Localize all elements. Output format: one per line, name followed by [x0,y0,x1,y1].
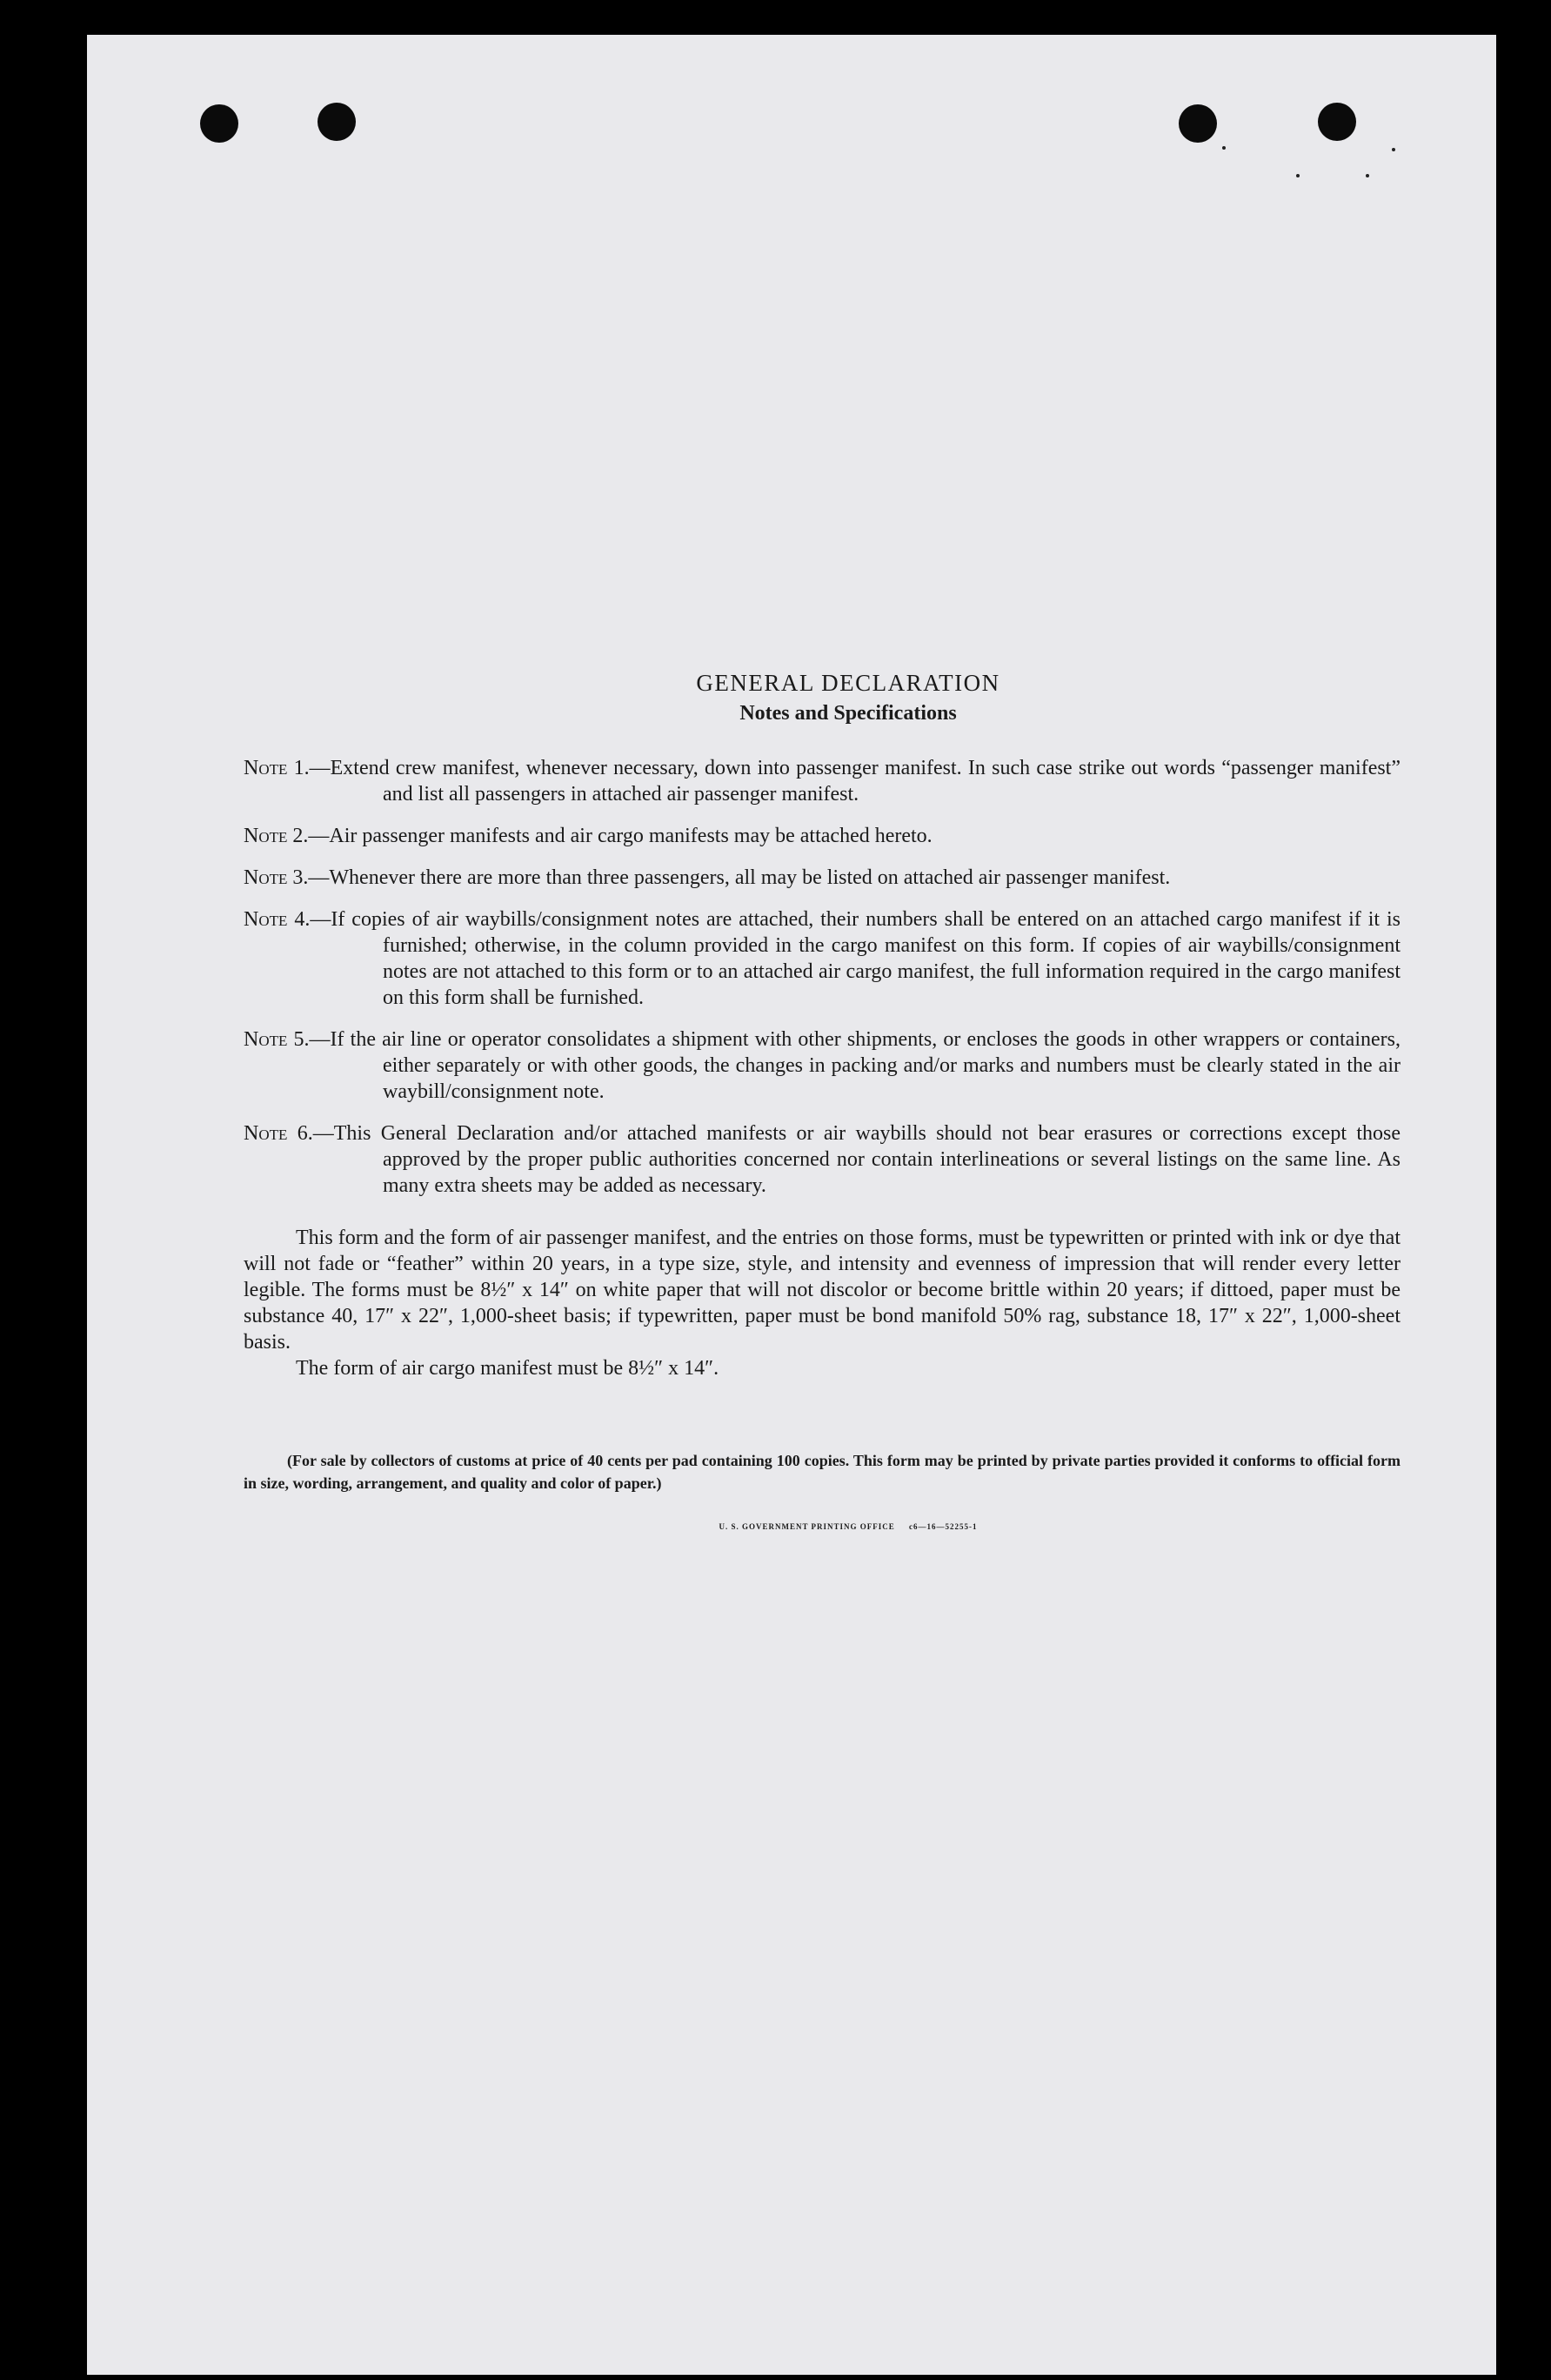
document-page [87,35,1496,2375]
note-label: Note [244,825,288,847]
note-label: Note [244,1028,288,1051]
note-number: 1. [293,757,310,779]
note-text: —Whenever there are more than three passengers, all may be listed on attached air passenger manifest. [308,866,1171,889]
note-text: —If the air line or operator consolidates a shipment with other shipments, or encloses the goods in other wrappers or containers, either separately or with other goods, the changes in packing and/or marks and numbers must be clearly stated in the air waybill/consignment note. [309,1028,1401,1103]
speck [1392,148,1395,151]
punch-hole-left-2 [318,103,356,141]
printer-imprint: U. S. GOVERNMENT PRINTING OFFICE c6—16—52255-1 [719,1522,978,1531]
speck [1366,174,1369,177]
speck [1296,174,1300,177]
note-number: 3. [292,866,309,889]
note-text: —Air passenger manifests and air cargo manifests may be attached hereto. [308,825,933,847]
note-6 [244,1120,1401,1199]
note-5 [244,1026,1401,1105]
sale-notice: (For sale by collectors of customs at price of 40 cents per pad containing 100 copies. This form may be printed by private parties provided it conforms to official form in size, wording, arrangement, and quality and color of paper.) [244,1452,1401,1492]
note-label: Note [244,757,288,779]
note-label: Note [244,1122,288,1145]
note-label: Note [244,866,288,889]
note-1 [244,755,1401,807]
note-label: Note [244,908,288,931]
note-text: —This General Declaration and/or attached manifests or air waybills should not bear erasures or corrections except those approved by the proper public authorities concerned nor contain interlineations or several listings on the same line. As many extra sheets may be added as necessary. [312,1122,1401,1197]
punch-hole-right-1 [1179,104,1217,143]
note-text: —Extend crew manifest, whenever necessary, down into passenger manifest. In such case strike out words “passenger manifest” and list all passengers in attached air passenger manifest. [309,757,1401,806]
note-3 [244,865,1401,891]
note-number: 2. [292,825,309,847]
form-specification-paragraph: This form and the form of air passenger manifest, and the entries on those forms, must be typewritten or printed with ink or dye that will not fade or “feather” within 20 years, in a type size, style, and intensity and evenness of impression that will render every letter legible. The forms must be 8½″ x 14″ on white paper that will not discolor or become brittle within 20 years; if dittoed, paper must be substance 40, 17″ x 22″, 1,000-sheet basis; if typewritten, paper must be bond manifold 50% rag, substance 18, 17″ x 22″, 1,000-sheet basis. [244,1227,1401,1354]
document-content [244,670,1401,1531]
note-4 [244,906,1401,1011]
document-subtitle: Notes and Specifications [739,702,957,725]
note-2 [244,823,1401,849]
document-title: GENERAL DECLARATION [696,670,1000,696]
note-number: 5. [293,1028,310,1051]
note-number: 4. [294,908,311,931]
cargo-manifest-size-paragraph: The form of air cargo manifest must be 8½″ x 14″. [296,1357,719,1380]
punch-hole-right-2 [1318,103,1356,141]
note-number: 6. [297,1122,313,1145]
note-text: —If copies of air waybills/consignment notes are attached, their numbers shall be entered on an attached cargo manifest if it is furnished; otherwise, in the column provided in the cargo manifest on this form. If copies of air waybills/consignment notes are not attached to this form or to an attached air cargo manifest, the full information required in the cargo manifest on this form shall be furnished. [310,908,1401,1009]
punch-hole-left-1 [200,104,238,143]
speck [1222,146,1226,150]
